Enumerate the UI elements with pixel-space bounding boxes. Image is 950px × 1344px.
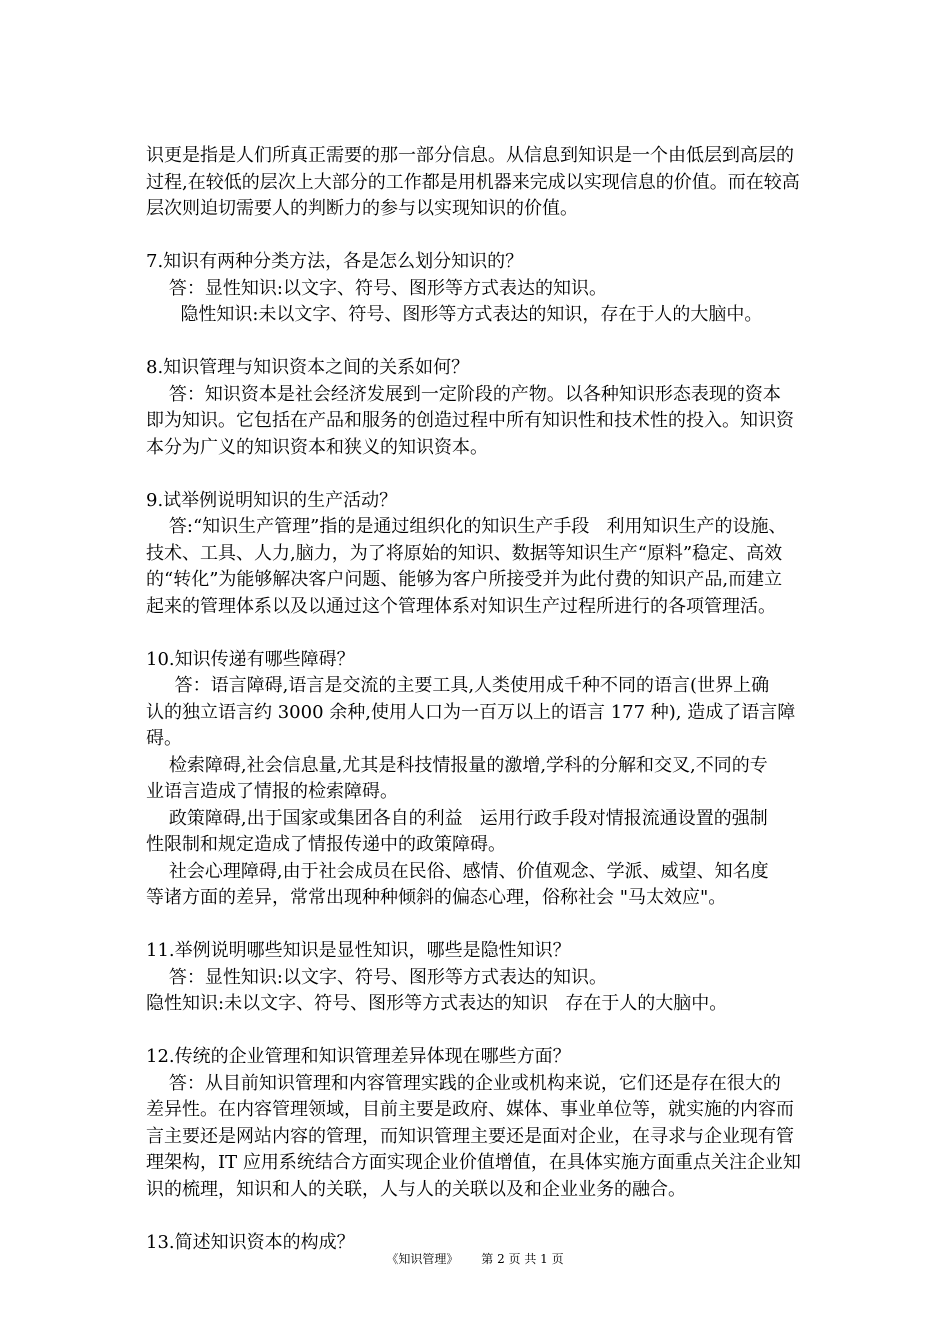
text-line: 本分为广义的知识资本和狭义的知识资本。 [146, 436, 488, 458]
block-first-line: 识更是指是人们所真正需要的那一部分信息。从信息到知识是一个由低层到高层的 [146, 145, 794, 166]
text-block [146, 647, 841, 912]
text-block [146, 355, 841, 461]
text-line: 隐性知识:未以文字、符号、图形等方式表达的知识 存在于人的大脑中。 [146, 993, 728, 1014]
text-line: 隐性知识:未以文字、符号、图形等方式表达的知识，存在于人的大脑中。 [146, 304, 763, 325]
text-line: 答:“知识生产管理”指的是通过组织化的知识生产手段 利用知识生产的设施、 [146, 516, 787, 537]
text-line: 答：从目前知识管理和内容管理实践的企业或机构来说，它们还是存在很大的 [146, 1072, 781, 1094]
block-first-line: 8.知识管理与知识资本之间的关系如何？ [146, 357, 470, 378]
text-block [146, 143, 841, 223]
block-first-line: 7.知识有两种分类方法，各是怎么划分知识的？ [146, 251, 524, 272]
paragraph-gap [146, 461, 841, 488]
text-line: 差异性。在内容管理领域，目前主要是政府、媒体、事业单位等，就实施的内容而 [146, 1099, 794, 1120]
text-line: 政策障碍,出于国家或集团各自的利益 运用行政手段对情报流通设置的强制 [146, 807, 768, 829]
block-first-line: 9.试举例说明知识的生产活动？ [146, 489, 398, 511]
paragraph-gap [146, 620, 841, 647]
text-line: 理架构，IT 应用系统结合方面实现企业价值增值，在具体实施方面重点关注企业知 [146, 1152, 801, 1173]
block-first-line: 12.传统的企业管理和知识管理差异体现在哪些方面？ [146, 1046, 571, 1067]
text-line: 社会心理障碍,由于社会成员在民俗、感情、价值观念、学派、威望、知名度 [146, 860, 769, 882]
document-body [146, 143, 841, 1256]
text-line: 碍。 [146, 728, 182, 749]
paragraph-gap [146, 1018, 841, 1045]
paragraph-gap [146, 912, 841, 939]
text-line: 等诸方面的差异，常常出现种种倾斜的偏态心理，俗称社会 "马太效应"。 [146, 887, 727, 908]
text-line: 认的独立语言约 3000 余种,使用人口为一百万以上的语言 177 种), 造成了语言障 [146, 701, 796, 723]
paragraph-gap [146, 329, 841, 356]
text-line: 答：知识资本是社会经济发展到一定阶段的产物。以各种知识形态表现的资本 [146, 383, 781, 405]
text-line: 检索障碍,社会信息量,尤其是科技情报量的激增,学科的分解和交叉,不同的专 [146, 754, 768, 776]
block-first-line: 10.知识传递有哪些障碍？ [146, 648, 355, 670]
text-block [146, 1044, 841, 1203]
text-block [146, 938, 841, 1018]
text-line: 言主要还是网站内容的管理，而知识管理主要还是面对企业，在寻求与企业现有管 [146, 1125, 794, 1147]
text-line: 的“转化”为能够解决客户问题、能够为客户所接受并为此付费的知识产品,而建立 [146, 569, 783, 590]
text-line: 业语言造成了情报的检索障碍。 [146, 781, 398, 802]
text-line: 起来的管理体系以及以通过这个管理体系对知识生产过程所进行的各项管理活。 [146, 595, 776, 617]
text-block [146, 249, 841, 329]
text-line: 技术、工具、人力,脑力，为了将原始的知识、数据等知识生产“原料”稳定、高效 [146, 542, 783, 564]
block-first-line: 13.简述知识资本的构成？ [146, 1231, 355, 1253]
text-line: 层次则迫切需要人的判断力的参与以实现知识的价值。 [146, 198, 578, 219]
text-line: 答：显性知识:以文字、符号、图形等方式表达的知识。 [146, 277, 607, 299]
page-footer: 《知识管理》 第 2 页 共 1 页 [386, 1252, 564, 1266]
paragraph-gap [146, 223, 841, 250]
text-line: 识的梳理，知识和人的关联，人与人的关联以及和企业业务的融合。 [146, 1178, 686, 1200]
text-line: 性限制和规定造成了情报传递中的政策障碍。 [146, 834, 506, 855]
paragraph-gap [146, 1203, 841, 1230]
text-block [146, 488, 841, 621]
text-line: 即为知识。它包括在产品和服务的创造过程中所有知识性和技术性的投入。知识资 [146, 410, 794, 431]
text-line: 答：显性知识:以文字、符号、图形等方式表达的知识。 [146, 966, 607, 988]
text-line: 答：语言障碍,语言是交流的主要工具,人类使用成千种不同的语言(世界上确 [146, 675, 770, 696]
text-line: 过程,在较低的层次上大部分的工作都是用机器来完成以实现信息的价值。而在较高 [146, 171, 800, 193]
block-first-line: 11.举例说明哪些知识是显性知识，哪些是隐性知识？ [146, 940, 571, 961]
